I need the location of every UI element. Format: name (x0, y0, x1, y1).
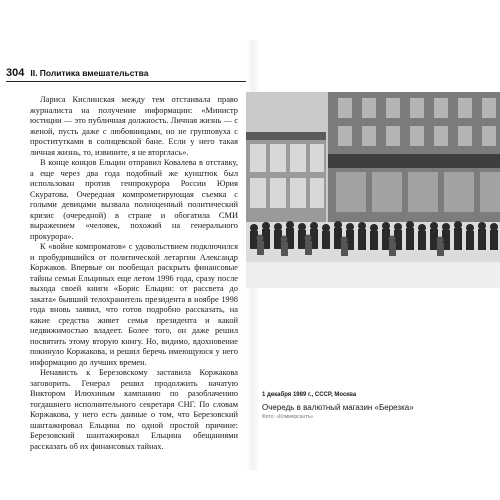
caption-credit: Фото: «Коммерсантъ» (262, 414, 314, 420)
body-text (30, 95, 238, 452)
header-rule (6, 81, 246, 82)
section-title: II. Политика вмешательства (30, 68, 149, 78)
paragraph: Лариса Кислинская между тем отстаивала право журналиста на получение информации: «Министр юстиции — это публичная должность. Личная жизнь — с женой, пусть даже с любовницами, но не групповуха с проститутками в солнцевской бане. Если у него такая личная жизнь, то, извините, я не вторглась». (30, 95, 238, 157)
running-header (6, 66, 148, 80)
photo-illustration (246, 92, 500, 288)
paragraph: К «войне компроматов» с удовольствием подключился и пробудившийся от политической летаргии Александр Коржаков. Впервые он пообещал раскрыть финансовые тайны семьи Ельциных еще летом 1996 года, сразу после выхода своей книги «Борис Ельцин: от рассвета до заката» бывший телохранитель президента в ноябре 1998 года вновь заявил, что готов подробно рассказать, на какие средства живет семья президента и какой недвижимостью владеет. Более того, он даже решил посвятить этому вторую книгу. Но, видимо, вдохновение покинуло Коржакова, и решил беречь имеющуюся у него информацию до лучших времен. (30, 242, 238, 367)
caption-date-place: 1 декабря 1989 г., СССР, Москва (262, 392, 357, 398)
caption-title: Очередь в валютный магазин «Березка» (262, 403, 414, 412)
paragraph: Ненависть к Березовскому заставила Коржакова заговорить. Генерал решил продолжить начатую Виктором Илюхиным кампанию по разоблачению тогдашнего исполнительного секретаря СНГ. По словам Коржакова, у него есть данные о том, что Березовский шантажировал Ельцина по одной простой причине: Березовский шантажировал Ельцина обещаниями рассказать об их финансовых тайнах. (30, 368, 238, 451)
paragraph: В конце концов Ельцин отправил Ковалева в отставку, а еще через два года подобный же кунштюк был использован против генпрокурора России Юрия Скуратова. Очередная компрометирующая съемка с голыми девицами вызвала полноценный политический кризис (очередной) в стране и обогатила СМИ выражением «человек, похожий на генерального прокурора». (30, 158, 238, 241)
queue-photo (246, 92, 500, 288)
page-number: 304 (6, 67, 25, 79)
photo-caption (262, 392, 482, 420)
